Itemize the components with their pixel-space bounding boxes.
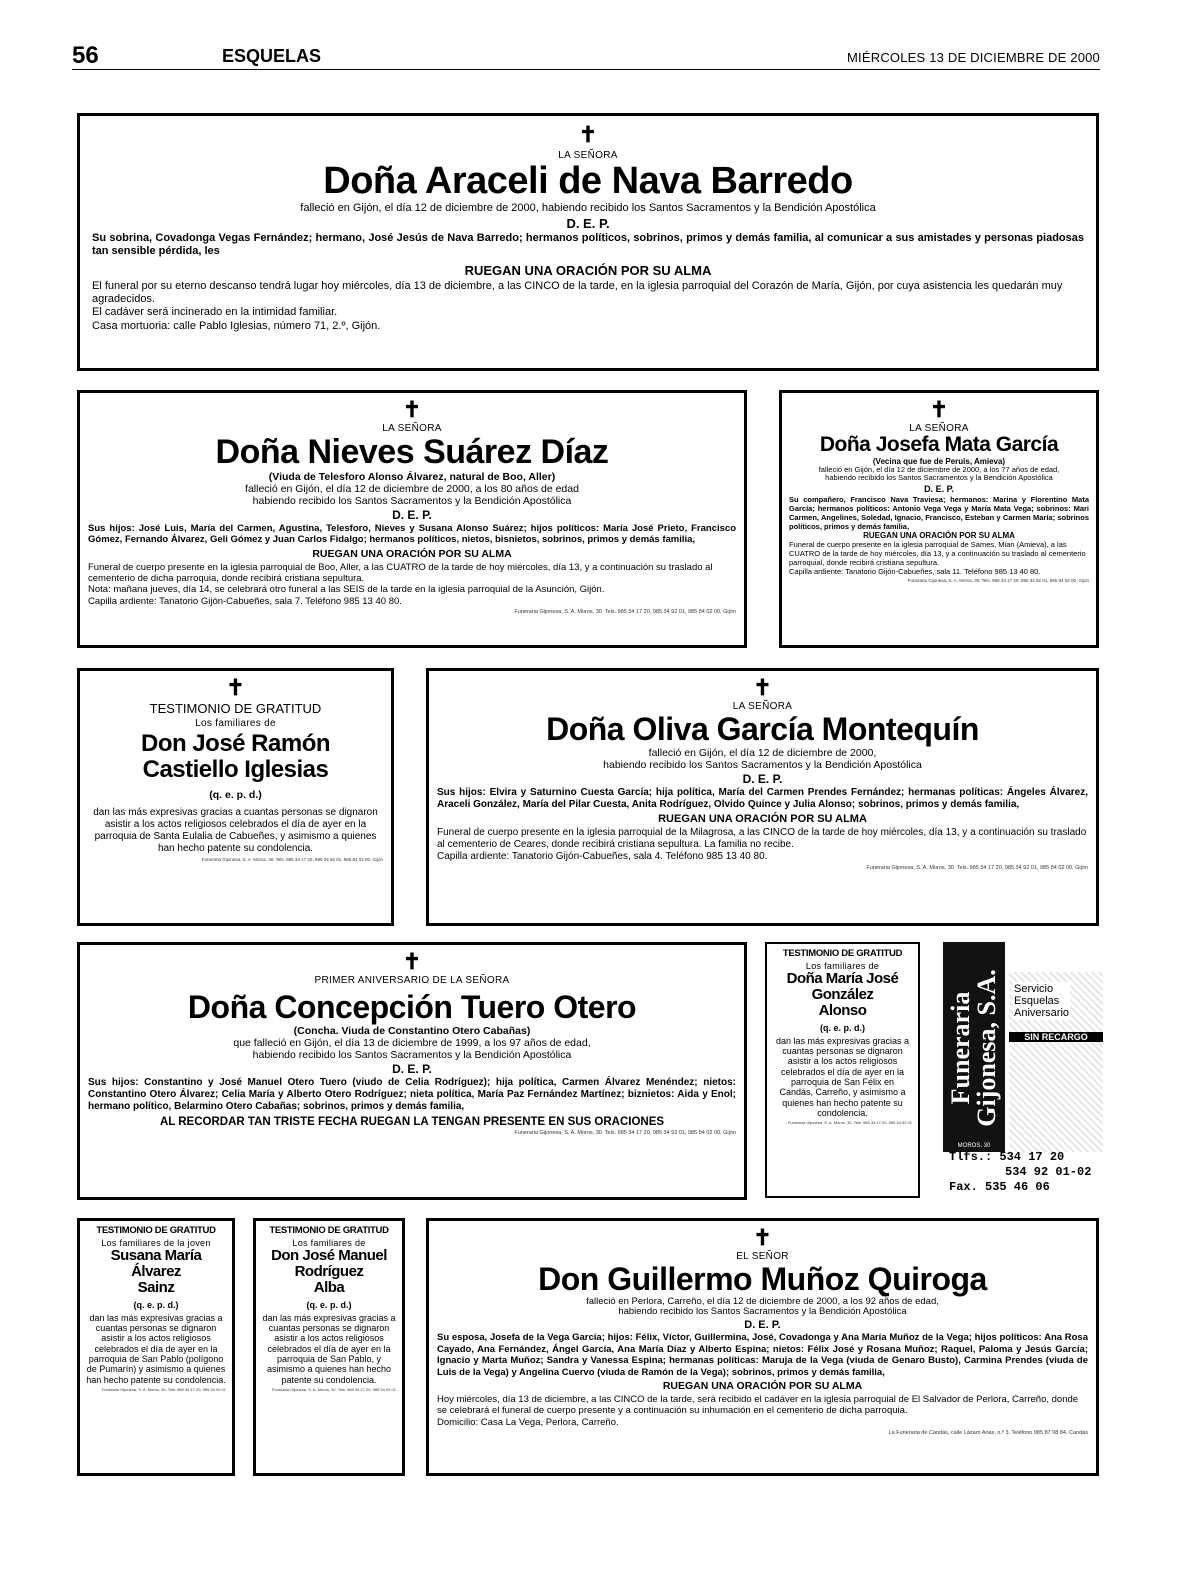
prayer-request: RUEGAN UNA ORACIÓN POR SU ALMA xyxy=(658,812,867,825)
intro-label: EL SEÑOR xyxy=(736,1251,789,1262)
gratitude-gonzalez xyxy=(765,942,920,1198)
chapel-info: Capilla ardiente: Tanatorio Gijón-Cabueñes, sala 4. Teléfono 985 13 40 80. xyxy=(437,850,768,862)
ad-tel1: Tlfs.: 534 17 20 xyxy=(949,1150,1065,1164)
deceased-name: Don Guillermo Muñoz Quiroga xyxy=(538,1261,987,1297)
obituary-nieves xyxy=(77,390,747,648)
page-number: 56 xyxy=(72,42,99,69)
prayer-request: RUEGAN UNA ORACIÓN POR SU ALMA xyxy=(464,263,712,279)
deceased-name-line2: Rodríguez xyxy=(294,1263,364,1281)
obituary-josefa xyxy=(779,390,1099,648)
funeral-home-credit: Funeraria Gijonesa, S. A. Moros, 30. Tels. 985 34 17 20, 985 34 92 01, 985 84 02 00, Gijón xyxy=(201,856,383,862)
house-info: Casa mortuoria: calle Pablo Iglesias, número 71, 2.º, Gijón. xyxy=(92,319,381,332)
funeral-home-credit: Funeraria Gijonesa, S. A. Moros, 30. Tels. 985 34 17 20, 985 34 92 01 xyxy=(101,1386,226,1392)
ad-service-line3: Aniversario xyxy=(1014,1007,1070,1019)
intro-label: PRIMER ANIVERSARIO DE LA SEÑORA xyxy=(314,975,510,986)
dep-label: D. E. P. xyxy=(392,507,432,522)
gratitude-text: dan las más expresivas gracias a cuantas personas se dignaron asistir a los actos religiosos celebrados el día de ayer en la parroquia de San Pablo, y asimismo a quienes han hecho patente su condolencia. xyxy=(262,1312,396,1385)
cross-icon: ✝ xyxy=(402,949,422,974)
cremation-info: El cadáver será incinerado en la intimidad familiar. xyxy=(92,306,338,319)
funeral-info: El funeral por su eterno descanso tendrá lugar hoy miércoles, día 13 de diciembre, a las CINCO de la tarde, en la iglesia parroquial del Corazón de María, Gijón, por cuya asistencia les quedarán muy agradecidos. xyxy=(92,280,1063,306)
death-notice: falleció en Gijón, el día 12 de diciembre de 2000, xyxy=(648,746,877,759)
deceased-name-line1: Don José Ramón xyxy=(140,730,331,757)
cross-icon: ✝ xyxy=(929,397,949,422)
intro-label: LA SEÑORA xyxy=(382,423,442,434)
gratitude-title: TESTIMONIO DE GRATITUD xyxy=(269,1225,389,1236)
gratitude-title: TESTIMONIO DE GRATITUD xyxy=(782,948,903,959)
funeral-home-credit: Funeraria Gijonesa, S. A. Moros, 30. Tels. 985 34 17 20, 985 34 92 01 xyxy=(787,1120,912,1126)
death-notice: falleció en Perlora, Carreño, el día 12 de diciembre de 2000, a los 92 años de edad, xyxy=(586,1295,939,1307)
chapel-info: Capilla ardiente: Tanatorio Gijón-Cabueñes, sala 11. Teléfono 985 13 40 80. xyxy=(789,566,1041,576)
funeral-home-credit: Funeraria Gijonesa, S. A. Moros, 30. Tels. 985 34 17 20, 985 34 92 01, 985 84 02 00, Gijón xyxy=(907,577,1089,583)
gratitude-jose-manuel xyxy=(253,1218,405,1476)
deceased-name-line2: Álvarez xyxy=(131,1263,181,1281)
ad-brand: Funeraria Gijonesa, S.A. xyxy=(946,969,1001,1127)
obituary-oliva xyxy=(426,668,1099,926)
death-notice: falleció en Gijón, el día 12 de diciembre de 2000, habiendo recibido los Santos Sacramentos y la Bendición Apostólica xyxy=(300,202,876,215)
funeral-home-credit: Funeraria Gijonesa, S. A. Moros, 30. Tels. 985 34 17 20, 985 34 92 01, 985 84 02 00, Gijón xyxy=(514,609,736,616)
ad-phones xyxy=(949,1150,1091,1195)
cross-icon: ✝ xyxy=(753,675,772,700)
intro-label: LA SEÑORA xyxy=(558,150,618,161)
dep-label: D. E. P. xyxy=(744,1319,781,1332)
deceased-name-line1: Doña María José xyxy=(786,970,899,987)
anniversary-concepcion xyxy=(77,942,747,1200)
funeral-home-credit: Funeraria Gijonesa, S. A. Moros, 30. Tels. 985 34 17 20, 985 34 92 01, 985 84 02 00, Gijón xyxy=(866,864,1088,871)
sacraments-notice: habiendo recibido los Santos Sacramentos y la Bendición Apostólica xyxy=(603,758,922,771)
deceased-name-line1: Susana María xyxy=(110,1247,202,1264)
intro-label: Los familiares de xyxy=(805,961,880,971)
intro-label: Los familiares de xyxy=(195,718,276,729)
qepd-label: (q. e. p. d.) xyxy=(306,1299,352,1310)
death-notice: falleció en Gijón, el día 12 de diciembre de 2000, a los 77 años de edad, xyxy=(818,464,1060,474)
prayer-request: RUEGAN UNA ORACIÓN POR SU ALMA xyxy=(863,530,1015,540)
dep-label: D. E. P. xyxy=(392,1061,432,1076)
deceased-name-line3: Sainz xyxy=(137,1279,175,1297)
section-title: ESQUELAS xyxy=(222,46,322,66)
family-list: Sus hijos: Elvira y Saturnino Cuesta García; hija política, María del Carmen Prendes Fernández; hermanas políticas: Ángeles Álvarez, Araceli González, María del Pilar Cuesta, Anita Rodríguez, Olvido Quince y Julia Alonso; sobrinos, primos y demás familia, xyxy=(437,786,1088,810)
funeral-info: Funeral de cuerpo presente en la iglesia parroquial de Boo, Aller, a las CUATRO de la tarde de hoy miércoles, día 13, y a continuación su traslado al cementerio de dicha parroquia, donde recibirá cristiana sepultura. xyxy=(88,561,713,585)
ad-address: MOROS, 30 xyxy=(957,1143,991,1149)
funeral-home-credit: La Funeraria de Candás, calle Lázaro Arias, n.º 3. Teléfono 985 87 08 84. Candás xyxy=(888,1430,1088,1437)
deceased-name: Doña Concepción Tuero Otero xyxy=(187,989,637,1025)
obituary-guillermo xyxy=(426,1218,1099,1476)
deceased-name: Doña Nieves Suárez Díaz xyxy=(215,433,609,471)
header-rule xyxy=(72,69,1100,70)
dep-label: D. E. P. xyxy=(924,483,954,494)
gratitude-susana xyxy=(77,1218,235,1476)
gratitude-text: dan las más expresivas gracias a cuantas personas se dignaron asistir a los actos religiosos celebrados el día de ayer en la parroquia de San Félix en Candás, Carreño, y asimismo a quienes han hecho patente su condolencia. xyxy=(775,1035,910,1118)
funeral-home-ad xyxy=(943,942,1103,1198)
deceased-name-line2: González xyxy=(811,986,874,1004)
family-list: Su sobrina, Covadonga Vegas Fernández; hermano, José Jesús de Nava Barredo; hermanos políticos, sobrinos, primos y demás familia, al comunicar a sus amistades y personas piadosas tan sensible pérdida, les xyxy=(92,231,1084,257)
deceased-name: Doña Oliva García Montequín xyxy=(546,711,979,747)
ad-brand-panel xyxy=(943,942,1005,1152)
death-notice: que falleció en Gijón, el día 13 de diciembre de 1999, a los 97 años de edad, xyxy=(233,1036,591,1049)
intro-label: Los familiares de xyxy=(292,1238,366,1248)
gratitude-text: dan las más expresivas gracias a cuantas personas se dignaron asistir a los actos religiosos celebrados el día de ayer en la parroquia de Santa Eulalia de Cabueñes, y asimismo a quienes han hecho patente su condolencia. xyxy=(93,806,378,854)
note-info: Nota: mañana jueves, día 14, se celebrará otro funeral a las SEIS de la tarde en la iglesia parroquial de la Asunción, Gijón. xyxy=(88,584,605,596)
funeral-info: Funeral de cuerpo presente en la iglesia parroquial de Sames, Mian (Amieva), a las CUATRO de la tarde de hoy miércoles, día 13, y a continuación su traslado al cementerio parroquial, donde recibirá cristiana sepultura. xyxy=(789,539,1086,567)
qepd-label: (q. e. p. d.) xyxy=(133,1299,179,1310)
intro-label: LA SEÑORA xyxy=(909,423,969,434)
family-list: Su compañero, Francisco Nava Traviesa; hermanos: Marina y Florentino Mata García; hermanos políticos: Antonio Vega Vega y María Mata Vega; sobrinos: Mari Carmen, Angelines, Soledad, Ignacio, Francisco, Esteban y Carmen María; sobrinos políticos, primos y demás familia, xyxy=(789,494,1089,531)
chapel-info: Capilla ardiente: Tanatorio Gijón-Cabueñes, sala 7. Teléfono 985 13 40 80. xyxy=(88,595,402,607)
obituary-araceli xyxy=(77,113,1099,371)
funeral-home-credit: Funeraria Gijonesa, S. A. Moros, 30. Tels. 985 34 17 20, 985 34 92 01, 985 84 02 00, Gijón xyxy=(514,1129,736,1136)
deceased-name-line3: Alonso xyxy=(818,1002,867,1020)
ad-no-surcharge: SIN RECARGO xyxy=(1009,1032,1103,1042)
gratitude-title: TESTIMONIO DE GRATITUD xyxy=(149,701,322,716)
deceased-name: Doña Araceli de Nava Barredo xyxy=(323,160,853,202)
deceased-note: (Vecina que fue de Peruis, Amieva) xyxy=(872,456,1006,466)
family-list: Sus hijos: Constantino y José Manuel Otero Tuero (viudo de Celia Rodríguez); hija política, Carmen Álvarez Menéndez; nietos: Constantino Otero Álvarez; Celia María y Alberto Otero Rodríguez; nieta política, María Paz Fernández Martínez; biznietos: Aida y Enol; hermano político, Belarmino Otero Cabañas; sobrinos, primos y demás familia, xyxy=(88,1076,736,1112)
prayer-request: AL RECORDAR TAN TRISTE FECHA RUEGAN LA TENGAN PRESENTE EN SUS ORACIONES xyxy=(159,1115,665,1128)
cross-icon: ✝ xyxy=(226,675,245,700)
gratitude-text: dan las más expresivas gracias a cuantas personas se dignaron asistir a los actos religiosos celebrados el día de ayer en la parroquia de San Pablo (polígono de Pumarín) y asimismo a quienes han hecho patente su condolencia. xyxy=(86,1312,226,1385)
ad-service-line2: Esquelas xyxy=(1014,995,1060,1007)
ad-tel2: 534 92 01-02 xyxy=(1005,1165,1092,1179)
qepd-label: (q. e. p. d.) xyxy=(820,1022,865,1033)
sacraments-notice: habiendo recibido los Santos Sacramentos y la Bendición Apostólica xyxy=(252,494,572,507)
funeral-info: Funeral de cuerpo presente en la iglesia parroquial de la Milagrosa, a las CINCO de la tarde de hoy miércoles, día 13, y a continuación su traslado al cementerio de Ceares, donde recibirá cristiana sepultura. La familia no recibe. xyxy=(437,826,1087,850)
cross-icon: ✝ xyxy=(578,122,598,147)
family-list: Su esposa, Josefa de la Vega García; hijos: Félix, Víctor, Guillermina, José, Covadonga y Ana María Muñoz de la Vega; hijos políticos: Ana Rosa Cayado, Ana Fernández, Ángel García, Ana María Díaz y Alberto Espina; nietos: Félix José y Rosana Muñoz; Raquel, Paloma y Jesús García; Ignacio y Marta Muñoz; Sandra y Vanessa Espina; hermanas políticas: Maruja de la Vega (viuda de Genaro Busto), Carmina Prendes (viuda de Luis de la Vega) y Angelina Cuervo (viuda de Ramón de la Vega); sobrinos, primos y demás familia, xyxy=(437,1332,1088,1378)
deceased-note: (Viuda de Telesforo Alonso Álvarez, natural de Boo, Aller) xyxy=(268,470,556,483)
prayer-request: RUEGAN UNA ORACIÓN POR SU ALMA xyxy=(312,547,512,560)
deceased-name-line1: Don José Manuel xyxy=(271,1247,387,1264)
ad-service-line1: Servicio xyxy=(1014,983,1054,995)
dep-label: D. E. P. xyxy=(566,215,610,231)
dep-label: D. E. P. xyxy=(742,771,783,786)
issue-date: MIÉRCOLES 13 DE DICIEMBRE DE 2000 xyxy=(847,50,1100,65)
house-info: Domicilio: Casa La Vega, Perlora, Carreño. xyxy=(437,1416,619,1428)
funeral-home-credit: Funeraria Gijonesa, S. A. Moros, 30. Tels. 985 34 17 20, 985 34 92 01 xyxy=(271,1386,396,1392)
ad-service-text xyxy=(1013,982,1070,1020)
family-list: Sus hijos: José Luis, María del Carmen, Agustina, Telesforo, Nieves y Susana Alonso Suárez; hijos políticos: María José Prieto, Francisco Gómez, Fernando Álvarez, Geli Gómez y Juan Carlos Fidalgo; hermanos políticos, nietos, bisnietos, sobrinos, primos y demás familia, xyxy=(88,522,736,546)
death-notice: falleció en Gijón, el día 12 de diciembre de 2000, a los 80 años de edad xyxy=(245,482,579,495)
cross-icon: ✝ xyxy=(753,1225,772,1250)
funeral-info: Hoy miércoles, día 13 de diciembre, a las CINCO de la tarde, será recibido el cadáver en la iglesia parroquial de El Salvador de Perlora, Carreño, donde se celebrará el funeral de cuerpo presente y a continuación su inhumación en el cementerio de dicha parroquia. xyxy=(437,1393,1079,1417)
sacraments-notice: habiendo recibido los Santos Sacramentos y la Bendición Apostólica xyxy=(618,1306,907,1318)
deceased-name-line3: Alba xyxy=(313,1279,345,1297)
intro-label: Los familiares de la joven xyxy=(101,1238,211,1248)
sacraments-notice: habiendo recibido los Santos Sacramentos y la Bendición Apostólica xyxy=(825,473,1053,483)
deceased-name-line2: Castiello Iglesias xyxy=(142,755,329,783)
cross-icon: ✝ xyxy=(402,397,422,422)
deceased-name: Doña Josefa Mata García xyxy=(819,433,1059,456)
sacraments-notice: habiendo recibido los Santos Sacramentos y la Bendición Apostólica xyxy=(252,1048,572,1061)
qepd-label: (q. e. p. d.) xyxy=(209,788,262,801)
ad-service-panel xyxy=(1009,972,1103,1152)
prayer-request: RUEGAN UNA ORACIÓN POR SU ALMA xyxy=(662,1379,863,1392)
gratitude-title: TESTIMONIO DE GRATITUD xyxy=(96,1225,216,1236)
intro-label: LA SEÑORA xyxy=(732,701,793,712)
deceased-note: (Concha. Viuda de Constantino Otero Cabañas) xyxy=(293,1024,531,1037)
gratitude-castiello xyxy=(77,668,394,926)
ad-fax: Fax. 535 46 06 xyxy=(949,1180,1050,1194)
